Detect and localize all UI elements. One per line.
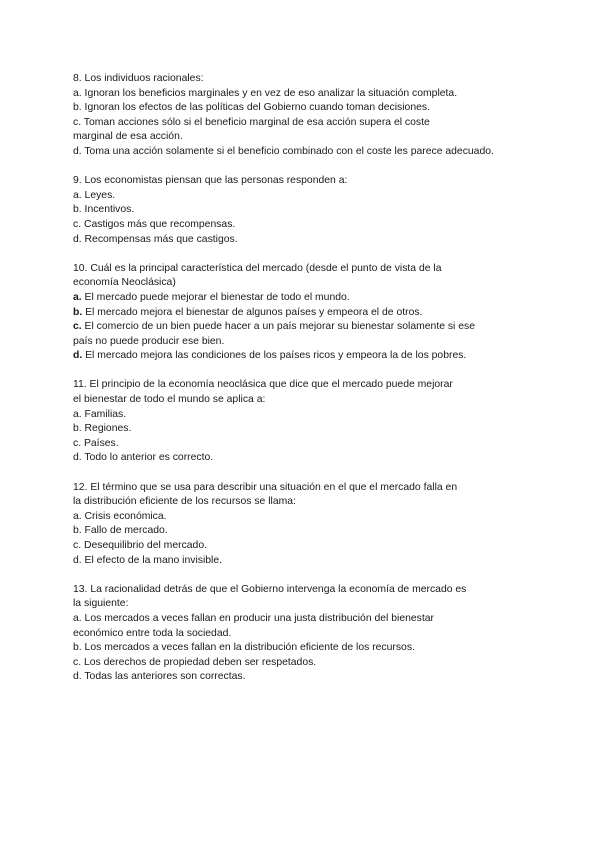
- answer-option-text: El mercado puede mejorar el bienestar de todo el mundo.: [81, 291, 350, 303]
- answer-option-line: [73, 349, 543, 364]
- answer-option-text: El mercado mejora las condiciones de los países ricos y empeora la de los pobres.: [82, 350, 467, 362]
- answer-option-letter: b.: [73, 306, 83, 318]
- question-block: [73, 378, 543, 466]
- answer-option-line: económico entre toda la sociedad.: [73, 627, 232, 639]
- answer-option-text: El mercado mejora el bienestar de algunos países y empeora el de otros.: [82, 306, 423, 318]
- answer-option-letter: c.: [73, 321, 82, 333]
- question-stem-line: 11. El principio de la economía neoclásica que dice que el mercado puede mejorar: [73, 379, 453, 391]
- answer-option-line: c. Toman acciones sólo si el beneficio marginal de esa acción supera el coste: [73, 116, 430, 128]
- answer-option-line: a. Crisis económica.: [73, 510, 167, 522]
- question-stem-line: 8. Los individuos racionales:: [73, 73, 204, 84]
- answer-option-line: d. El efecto de la mano invisible.: [73, 554, 223, 566]
- answer-option-line: b. Los mercados a veces fallan en la distribución eficiente de los recursos.: [73, 642, 415, 654]
- answer-option-text: El comercio de un bien puede hacer a un país mejorar su bienestar solamente si ese: [81, 321, 476, 333]
- question-block: [73, 583, 543, 685]
- answer-option-line: a. Familias.: [73, 408, 127, 420]
- question-stem-line: la siguiente:: [73, 598, 129, 610]
- answer-option-line: a. Leyes.: [73, 189, 116, 201]
- question-block: [73, 72, 543, 160]
- question-list: [73, 72, 543, 700]
- question-stem-line: 9. Los economistas piensan que las personas responden a:: [73, 175, 348, 187]
- answer-option-line: d. Todo lo anterior es correcto.: [73, 452, 214, 464]
- answer-option-line: d. Todas las anteriores son correctas.: [73, 671, 246, 683]
- question-stem-line: 12. El término que se usa para describir una situación en el que el mercado falla en: [73, 481, 458, 493]
- answer-option-line: c. Castigos más que recompensas.: [73, 218, 236, 230]
- answer-option-letter: a.: [73, 291, 82, 303]
- question-stem-line: economía Neoclásica): [73, 277, 176, 289]
- question-stem-line: 13. La racionalidad detrás de que el Gobierno intervenga la economía de mercado es: [73, 583, 467, 595]
- answer-option-letter: d.: [73, 350, 83, 362]
- question-block: [73, 262, 543, 364]
- question-stem-line: 10. Cuál es la principal característica del mercado (desde el punto de vista de la: [73, 262, 442, 274]
- answer-option-line: [73, 320, 543, 335]
- answer-option-line: a. Los mercados a veces fallan en producir una justa distribución del bienestar: [73, 612, 434, 624]
- answer-option-line: a. Ignoran los beneficios marginales y en vez de eso analizar la situación completa.: [73, 87, 458, 99]
- answer-option-line: b. Incentivos.: [73, 204, 135, 216]
- question-stem-line: el bienestar de todo el mundo se aplica a:: [73, 394, 266, 406]
- answer-option-line: [73, 291, 543, 306]
- answer-option-line: b. Regiones.: [73, 423, 132, 435]
- answer-option-line: [73, 306, 543, 321]
- answer-option-line: c. Desequilibrio del mercado.: [73, 540, 207, 551]
- answer-option-line: c. Los derechos de propiedad deben ser respetados.: [73, 656, 317, 668]
- answer-option-line: país no puede producir ese bien.: [73, 335, 225, 347]
- question-block: [73, 174, 543, 247]
- answer-option-line: b. Fallo de mercado.: [73, 525, 168, 537]
- answer-option-line: d. Recompensas más que castigos.: [73, 233, 238, 245]
- answer-option-line: c. Países.: [73, 437, 119, 449]
- question-stem-line: la distribución eficiente de los recursos se llama:: [73, 496, 296, 508]
- answer-option-line: b. Ignoran los efectos de las políticas del Gobierno cuando toman decisiones.: [73, 102, 430, 114]
- question-block: [73, 481, 543, 569]
- answer-option-line: marginal de esa acción.: [73, 131, 183, 143]
- answer-option-line: d. Toma una acción solamente si el beneficio combinado con el coste les parece adecuado.: [73, 145, 494, 157]
